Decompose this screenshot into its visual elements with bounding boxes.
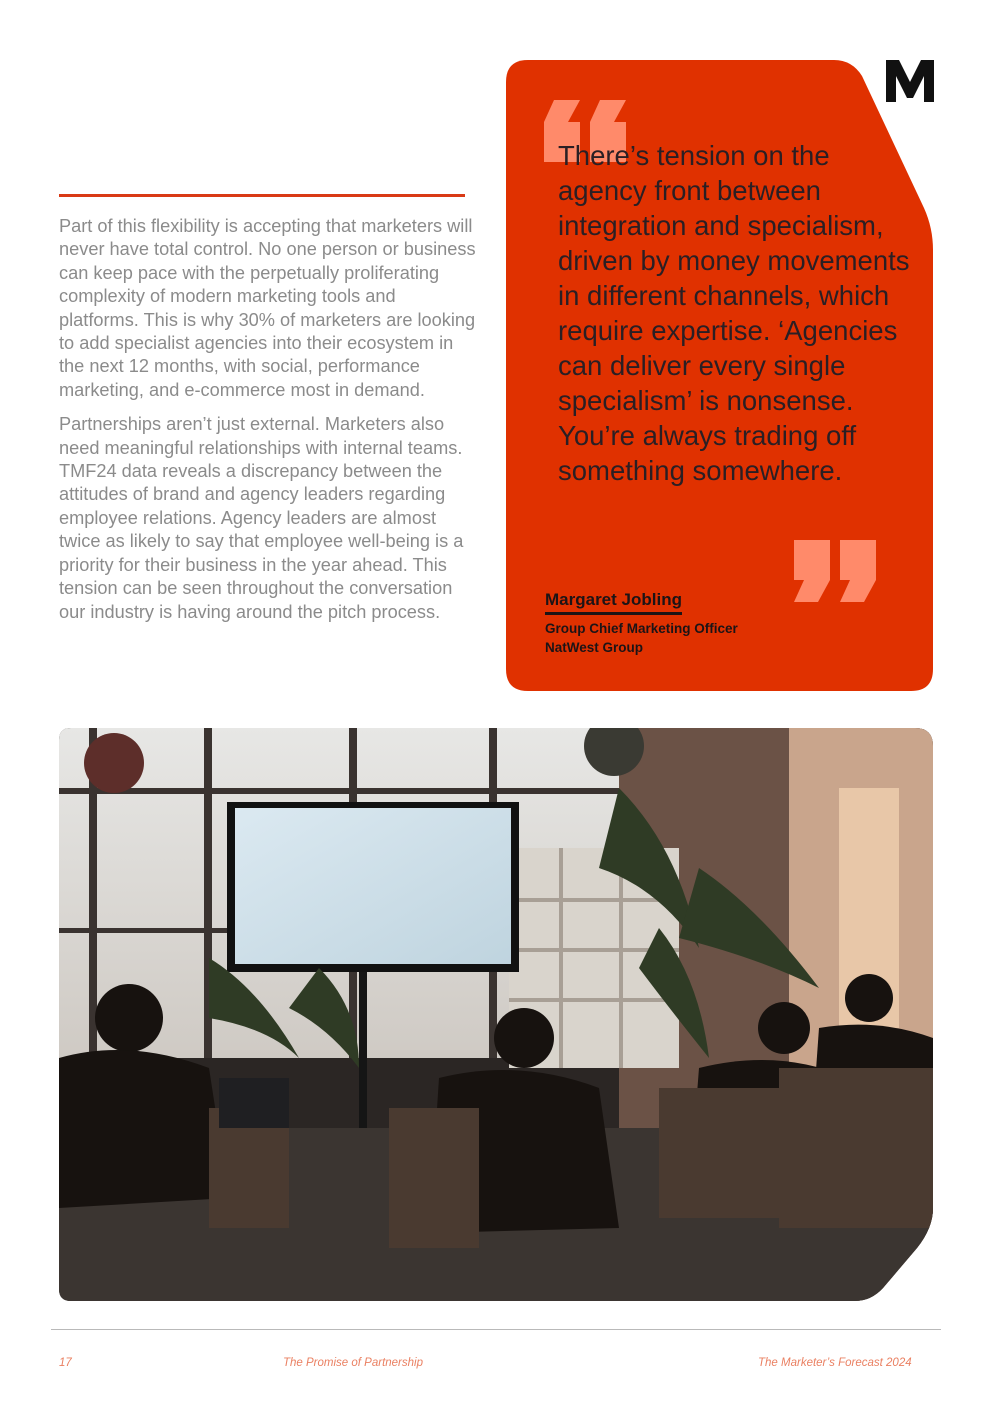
pull-quote-card	[506, 60, 933, 691]
footer-section-title: The Promise of Partnership	[283, 1357, 423, 1369]
quote-text: There’s tension on the agency front between integration and specialism, driven by money movements in different channels, which require expertise. ‘Agencies can deliver every single specialism’ is nonsense. You’re always trading off something somewhere.	[558, 140, 910, 486]
section-rule	[59, 194, 465, 197]
footer-rule	[51, 1329, 941, 1330]
footer-publication-title: The Marketer’s Forecast 2024	[758, 1357, 912, 1369]
close-quote-icon	[794, 538, 884, 606]
body-paragraph-1: Part of this flexibility is accepting that marketers will never have total control. No one person or business can keep pace with the perpetually proliferating complexity of modern marketing tools and platforms. This is why 30% of marketers are looking to add specialist agencies into their ecosystem in the next 12 months, with social, performance marketing, and e-commerce most in demand.	[59, 216, 476, 400]
quote-author-org: NatWest Group	[545, 640, 644, 655]
quote-author-role: Group Chief Marketing Officer	[545, 621, 738, 636]
quote-author-name: Margaret Jobling	[545, 590, 682, 615]
team-meeting-photo	[59, 728, 933, 1301]
body-paragraph-2: Partnerships aren’t just external. Marketers also need meaningful relationships with internal teams. TMF24 data reveals a discrepancy between the attitudes of brand and agency leaders regarding employee relations. Agency leaders are almost twice as likely to say that employee well-being is a priority for their business in the year ahead. This tension can be seen throughout the conversation our industry is having around the pitch process.	[59, 414, 464, 622]
page-number: 17	[59, 1357, 72, 1369]
body-text	[59, 215, 479, 635]
